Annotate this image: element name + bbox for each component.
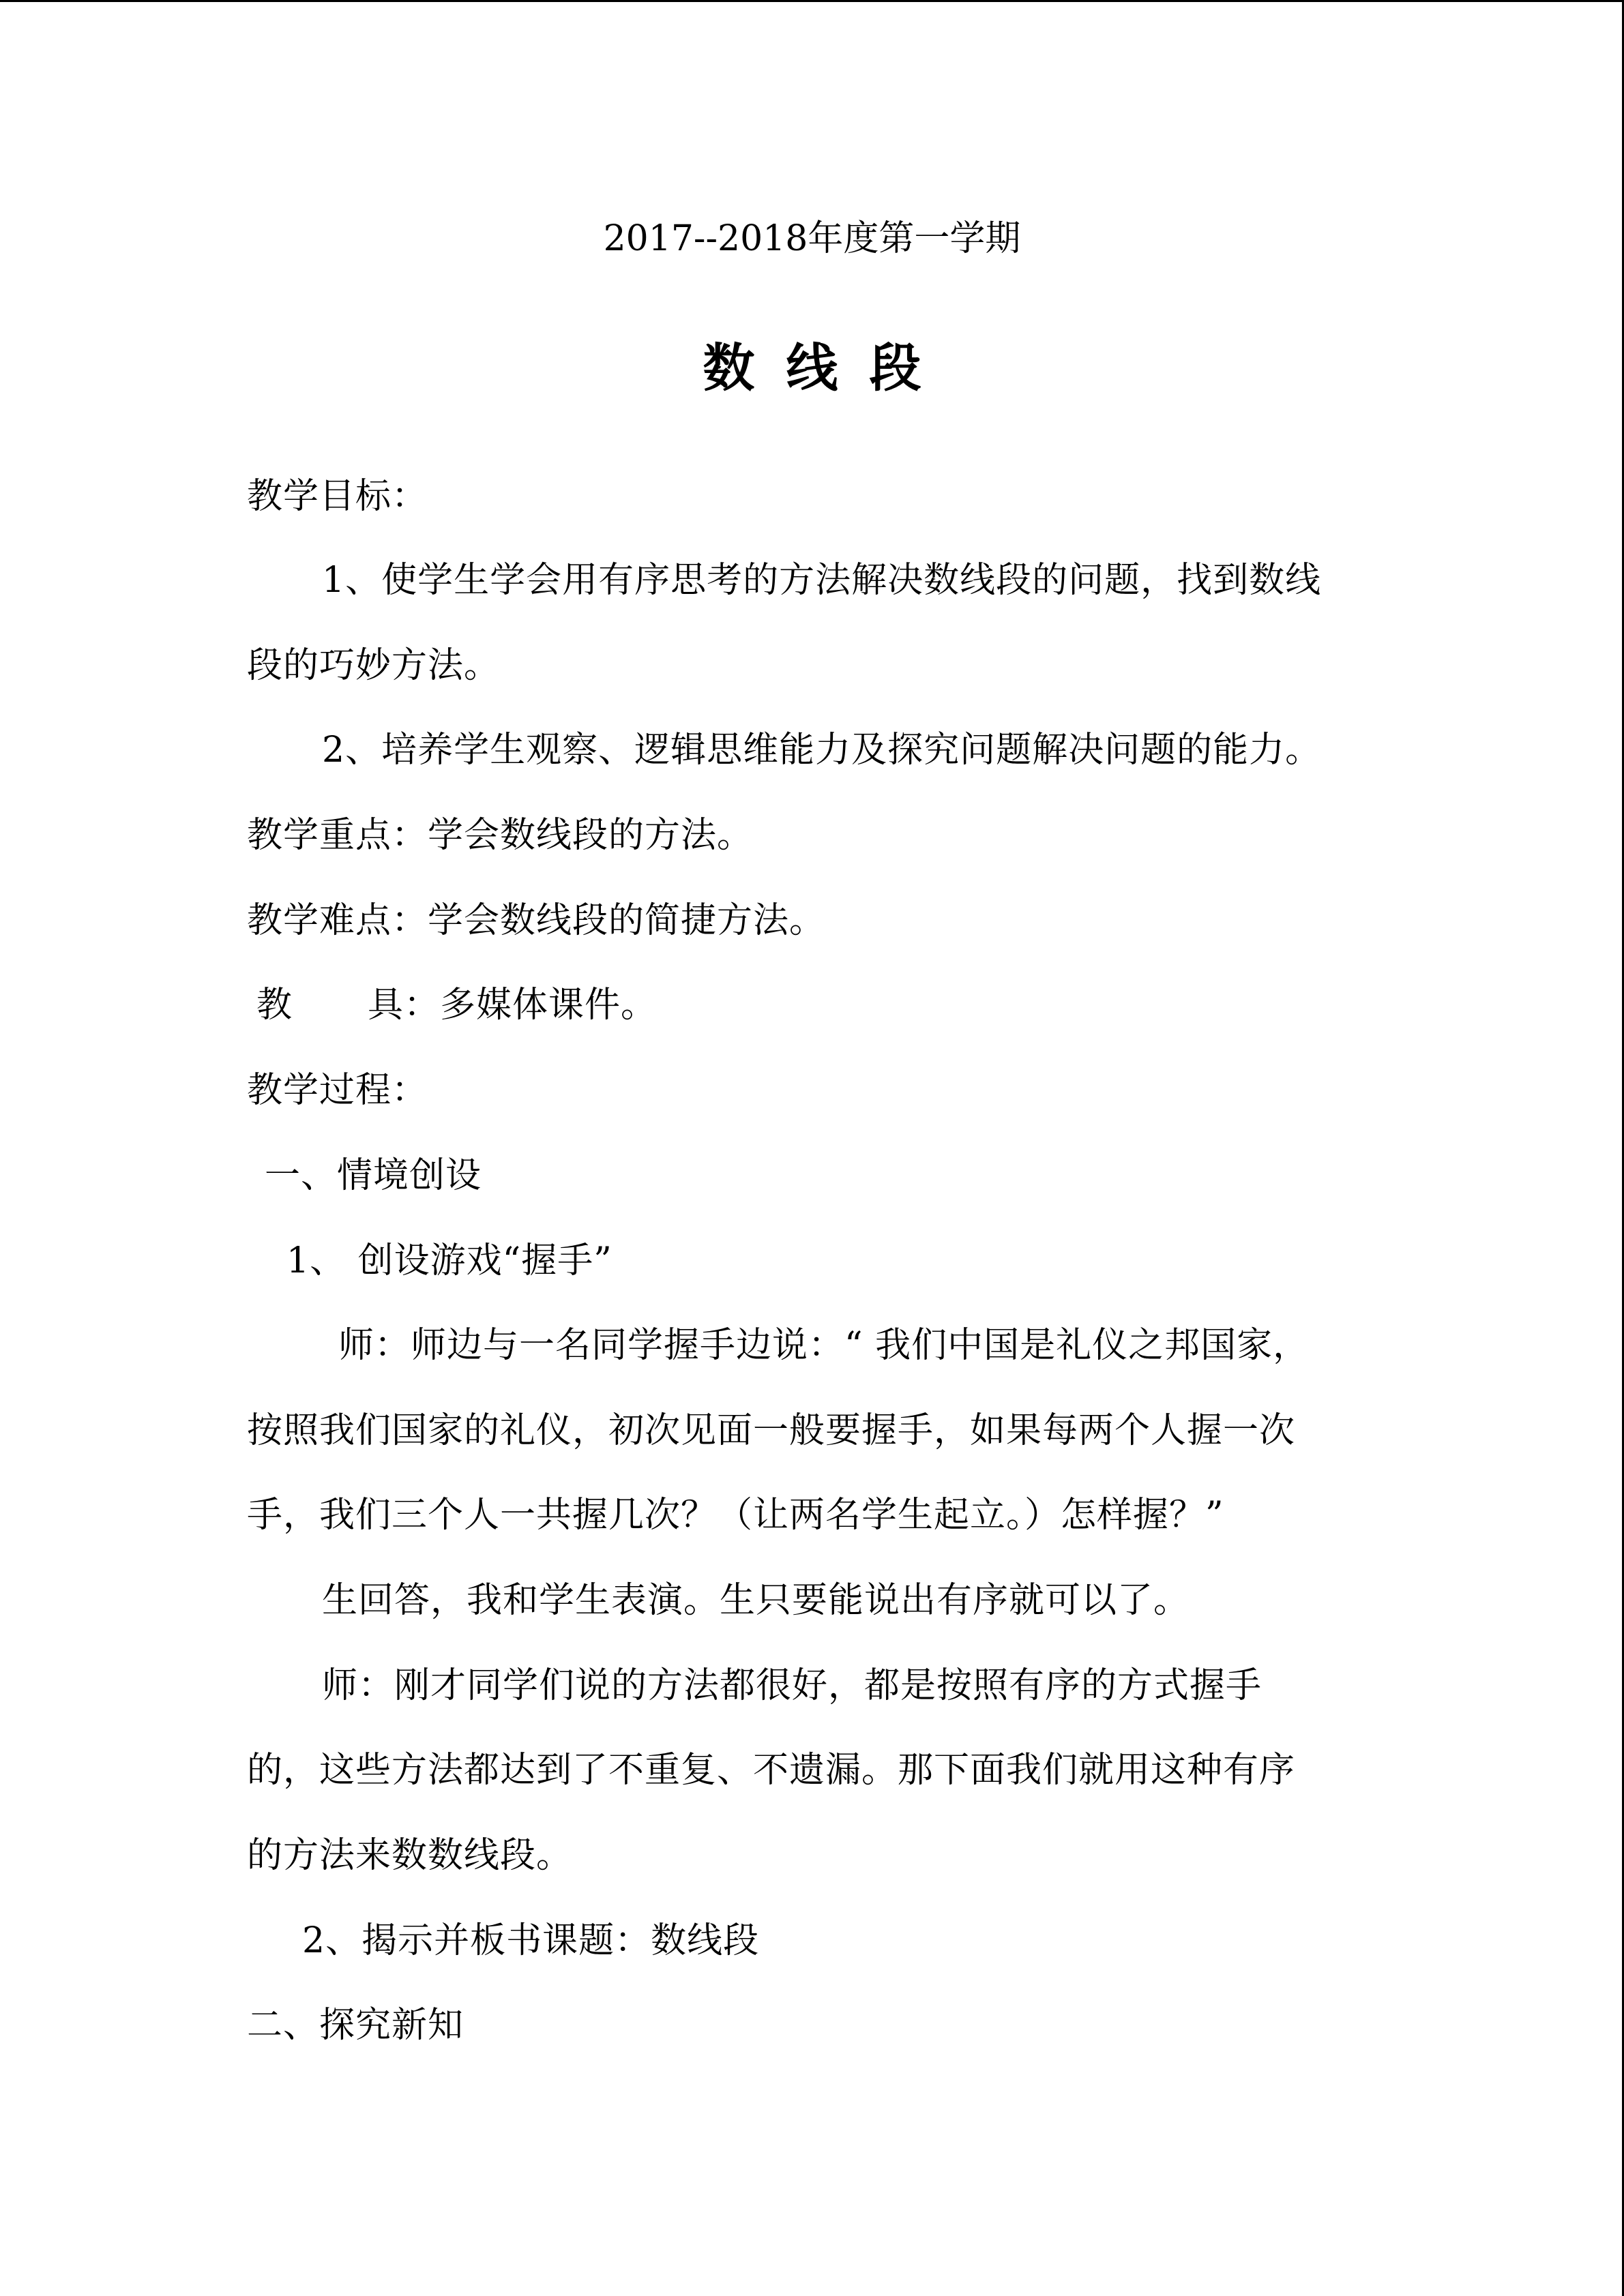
tools-label-left: 教 [256,985,293,1026]
process-heading: 教学过程： [247,1070,428,1111]
teacher-speech-2-line-2: 的，这些方法都达到了不重复、不遗漏。那下面我们就用这种有序 [247,1750,1296,1791]
term-subtitle: 2017--2018年度第一学期 [603,218,1021,259]
teacher-speech-1-line-1: 师：师边与一名同学握手边说：“ 我们中国是礼仪之邦国家， [338,1325,1310,1366]
difficulty: 教学难点：学会数线段的简捷方法。 [247,900,826,941]
step-1-heading: 1、 创设游戏“握手” [286,1240,612,1281]
section-2-heading: 二、探究新知 [247,2005,464,2046]
teacher-speech-1-line-3: 手，我们三个人一共握几次？（让两名学生起立。）怎样握？” [247,1495,1224,1536]
step-2-heading: 2、揭示并板书课题：数线段 [302,1920,760,1961]
objectives-heading: 教学目标： [247,476,428,517]
tools-label-right: 具： [368,985,441,1026]
student-answer: 生回答，我和学生表演。生只要能说出有序就可以了。 [322,1580,1190,1621]
objective-2: 2、培养学生观察、逻辑思维能力及探究问题解决问题的能力。 [322,730,1322,771]
lesson-title: 数线段 [703,338,953,398]
tools-value: 多媒体课件。 [440,985,658,1026]
teaching-tools [256,983,657,1027]
section-1-heading: 一、情境创设 [265,1155,482,1196]
key-point: 教学重点：学会数线段的方法。 [247,815,754,856]
teacher-speech-1-line-2: 按照我们国家的礼仪，初次见面一般要握手，如果每两个人握一次 [247,1410,1296,1451]
teacher-speech-2-line-1: 师：刚才同学们说的方法都很好，都是按照有序的方式握手 [322,1665,1263,1706]
teacher-speech-2-line-3: 的方法来数数线段。 [247,1835,573,1876]
objective-1-line-2: 段的巧妙方法。 [247,645,501,686]
top-border-line [0,0,1624,2]
objective-1-line-1: 1、使学生学会用有序思考的方法解决数线段的问题，找到数线 [322,560,1322,601]
